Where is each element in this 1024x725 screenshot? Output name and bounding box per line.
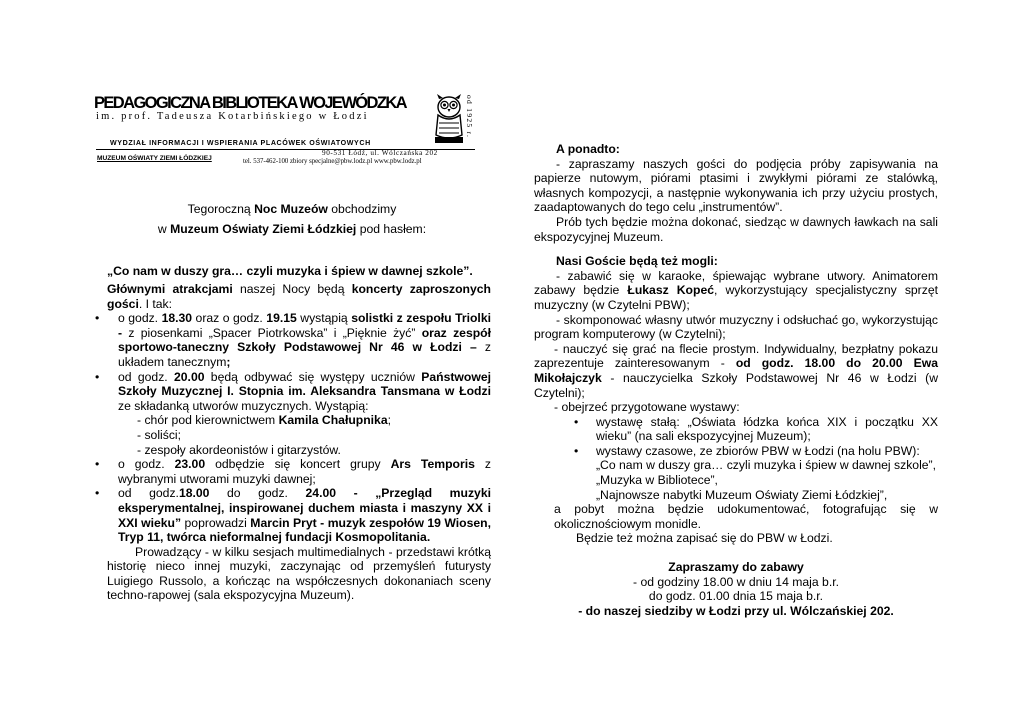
program-lead: Głównymi atrakcjami naszej Nocy będą koncerty zaproszonych gości. I tak: bbox=[107, 282, 491, 311]
paragraph: - zapraszamy naszych gości do podjęcia próby zapisywania na papierze nutowym, piórami ptasimi i zwykłymi piórami ze stalówką, własnych kompozycji, a następnie wykonywania ich przy użyciu prostych, zaadaptowanych do tego celu „instrumentów”. bbox=[534, 156, 938, 215]
closing-paragraph: Prowadzący - w kilku sesjach multimedialnych - przedstawi krótką historię nieco innej muzyki, zaczynając od przemyśleń futurysty Luigiego Russolo, a kończąc na współczesnych dokonaniach sceny techno-rapowej (sala ekspozycyjna Muzeum). bbox=[107, 544, 491, 603]
performer-choir: - chór pod kierownictwem Kamila Chałupnika; bbox=[137, 413, 391, 428]
bullet-icon: • bbox=[95, 369, 100, 384]
performer-ensembles: - zespoły akordeonistów i gitarzystów. bbox=[137, 442, 341, 457]
list-item: • od godz.18.00 do godz. 24.00 - „Przegląd muzyki eksperymentalnej, inspirowanej duchem miasta i maszyny XX i XXI wieku” poprowadzi Marcin Pryt - muzyk zespołów 19 Wiosen, Tryp 11, twórca nieformalnej fundacji Kosmopolitania. bbox=[95, 486, 491, 545]
right-column bbox=[534, 142, 938, 618]
bullet-icon: • bbox=[574, 443, 579, 458]
exhibition-title: „Najnowsze nabytki Muzeum Oświaty Ziemi Łódzkiej”, bbox=[596, 487, 888, 502]
section-heading: Nasi Goście będą też mogli: bbox=[556, 254, 718, 269]
list-item: • wystawy czasowe, ze zbiorów PBW w Łodzi (na holu PBW): „Co nam w duszy gra… czyli muzyka i śpiew w dawnej szkole”, „Muzyka w Bibliotece”, „Najnowsze nabytki Muzeum Oświaty Ziemi Łódzkiej”, bbox=[574, 443, 937, 502]
paragraph: - skomponować własny utwór muzyczny i odsłuchać go, wykorzystując program komputerowy (w Czytelni); bbox=[534, 312, 938, 342]
list-item: • o godz. 23.00 odbędzie się koncert grupy Ars Temporis z wybranymi utworami muzyki dawnej; bbox=[95, 457, 491, 486]
address: 90-531 Łódź, ul. Wólczańska 202 bbox=[322, 149, 438, 157]
performer-soloists: - soliści; bbox=[137, 427, 182, 442]
museum-name: MUZEUM OŚWIATY ZIEMI ŁÓDZKIEJ bbox=[97, 155, 212, 162]
motto: „Co nam w duszy gra… czyli muzyka i śpiew w dawnej szkole”. bbox=[107, 264, 473, 278]
library-patron: im. prof. Tadeusza Kotarbińskiego w Łodzi bbox=[96, 111, 369, 122]
paragraph: a pobyt można będzie udokumentować, fotografując się w okolicznościowym monidle. bbox=[554, 502, 938, 531]
invitation-heading: Zapraszamy do zabawy bbox=[668, 560, 804, 575]
bullet-icon: • bbox=[95, 311, 100, 326]
bullet-icon: • bbox=[95, 457, 100, 472]
library-name: PEDAGOGICZNA BIBLIOTEKA WOJEWÓDZKA bbox=[94, 94, 406, 112]
list-item: • od godz. 20.00 będą odbywać się występy uczniów Państwowej Szkoły Muzycznej I. Stopnia im. Aleksandra Tansmana w Łodzi ze składanką utworów muzycznych. Wystąpią: - chór pod kierownictwem Kamila Chałupnika; - soliści; - zespoły akordeonistów i gitarzystów. bbox=[95, 369, 491, 457]
paragraph: - nauczyć się grać na flecie prostym. Indywidualny, bezpłatny pokazu zaprezentuje zainteresowanym - od godz. 18.00 do 20.00 Ewa Mikołajczyk - nauczycielka Szkoły Podstawowej Nr 46 w Łodzi (w Czytelni); bbox=[534, 341, 938, 400]
exhibition-title: „Co nam w duszy gra… czyli muzyka i śpiew w dawnej szkole”, bbox=[596, 458, 937, 473]
list-item: • wystawę stałą: „Oświata łódzka końca XIX i początku XX wieku” (na sali ekspozycyjnej Muzeum); bbox=[574, 414, 938, 444]
contact-info: tel. 537-462-100 zbiory specjalne@pbw.lodz.pl www.pbw.lodz.pl bbox=[243, 158, 422, 165]
intro-line-2: w Muzeum Oświaty Ziemi Łódzkiej pod hasłem: bbox=[157, 222, 427, 236]
section-heading: A ponadto: bbox=[556, 142, 620, 156]
founding-year: od 1925 r. bbox=[465, 95, 474, 139]
paragraph: - obejrzeć przygotowane wystawy: bbox=[554, 400, 740, 415]
left-column bbox=[95, 282, 492, 603]
bullet-icon: • bbox=[95, 486, 100, 501]
owl-books-icon bbox=[432, 93, 466, 145]
event-place: - do naszej siedziby w Łodzi przy ul. Wólczańskiej 202. bbox=[578, 603, 894, 618]
paragraph: - zabawić się w karaoke, śpiewając wybrane utwory. Animatorem zabawy będzie Łukasz Kopeć, wykorzystujący specjalistyczny sprzęt muzyczny (w Czytelni PBW); bbox=[534, 268, 939, 312]
department-name: WYDZIAŁ INFORMACJI I WSPIERANIA PLACÓWEK OŚWIATOWYCH bbox=[110, 139, 371, 147]
paragraph: Będzie też można zapisać się do PBW w Łodzi. bbox=[576, 531, 833, 546]
list-item: • o godz. 18.30 oraz o godz. 19.15 wystąpią solistki z zespołu Triolki - z piosenkami „Spacer Piotrkowska” i „Pięknie żyć” oraz zespół sportowo-taneczny Szkoły Podstawowej Nr 46 w Łodzi – z układem tanecznym; bbox=[95, 311, 492, 369]
bullet-icon: • bbox=[574, 414, 579, 429]
event-end: do godz. 01.00 dnia 15 maja b.r. bbox=[648, 589, 824, 604]
exhibition-title: „Muzyka w Bibliotece”, bbox=[596, 473, 718, 488]
intro-line-1: Tegoroczną Noc Muzeów obchodzimy bbox=[187, 202, 397, 216]
paragraph: Prób tych będzie można dokonać, siedząc w dawnych ławkach na sali ekspozycyjnej Muzeum. bbox=[534, 214, 938, 244]
event-start: - od godziny 18.00 w dniu 14 maja b.r. bbox=[633, 574, 839, 589]
